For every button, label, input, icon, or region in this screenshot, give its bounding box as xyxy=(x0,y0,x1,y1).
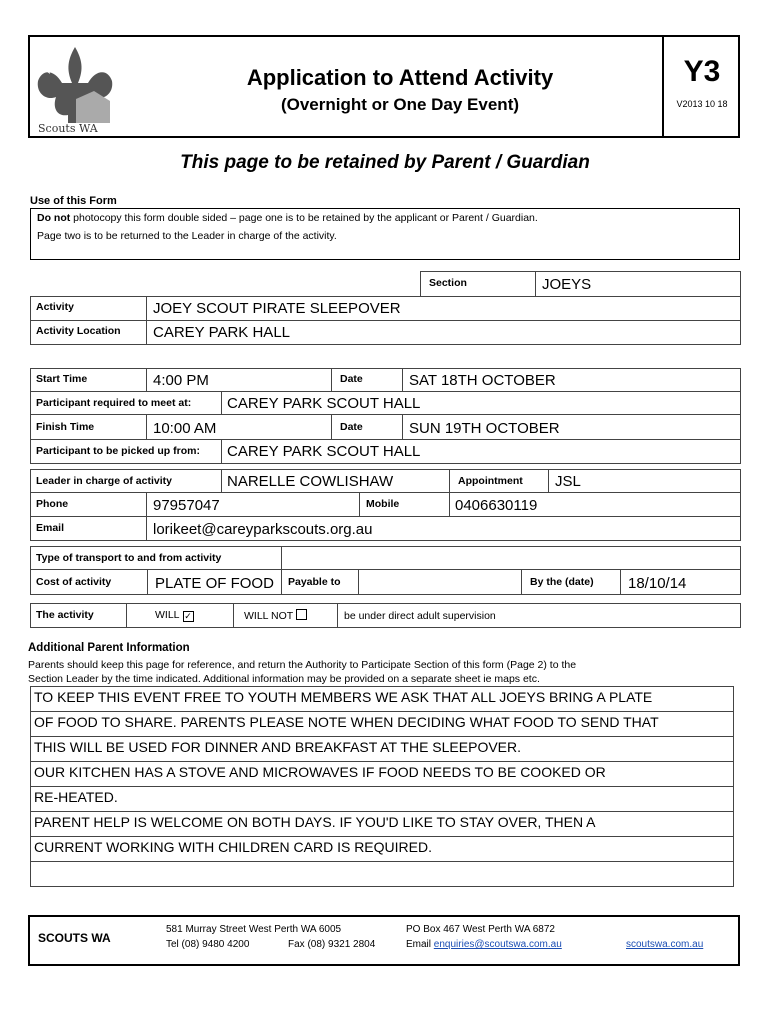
supervision-label: The activity xyxy=(36,609,94,621)
cost-label: Cost of activity xyxy=(36,576,112,588)
additional-info-line[interactable]: RE-HEATED. xyxy=(30,787,734,812)
email-value: lorikeet@careyparkscouts.org.au xyxy=(153,521,373,538)
supervision-text-cell xyxy=(337,603,741,628)
section-value: JOEYS xyxy=(542,276,592,293)
start-time-label: Start Time xyxy=(36,373,88,385)
will-option[interactable] xyxy=(126,603,234,628)
footer xyxy=(28,915,740,966)
finish-time-field[interactable] xyxy=(146,414,332,440)
email-label-cell xyxy=(30,516,147,541)
additional-info-line[interactable]: CURRENT WORKING WITH CHILDREN CARD IS REQUIRED. xyxy=(30,837,734,862)
location-field[interactable] xyxy=(146,320,741,345)
use-of-form-box xyxy=(30,208,740,260)
form-code: Y3 xyxy=(683,55,721,88)
footer-address: 581 Murray Street West Perth WA 6005 xyxy=(166,924,342,935)
finish-time-value: 10:00 AM xyxy=(153,420,217,437)
pickup-value: CAREY PARK SCOUT HALL xyxy=(227,443,421,460)
start-date-label: Date xyxy=(340,373,363,385)
will-checkbox[interactable]: ✓ xyxy=(184,611,192,621)
cost-label-cell xyxy=(30,569,148,595)
appointment-label-cell xyxy=(449,469,549,493)
will-label: WILL xyxy=(155,609,180,621)
pickup-field[interactable] xyxy=(221,439,741,464)
phone-field[interactable] xyxy=(146,492,360,517)
will-not-label: WILL NOT xyxy=(244,610,294,622)
mobile-label-cell xyxy=(359,492,450,517)
footer-email-link[interactable]: enquiries@scoutswa.com.au xyxy=(433,939,562,950)
activity-label-cell xyxy=(30,296,147,321)
start-date-value: SAT 18TH OCTOBER xyxy=(409,372,556,389)
use-of-form-line2: Page two is to be returned to the Leader in charge of the activity. xyxy=(37,230,337,242)
form-header xyxy=(28,35,740,138)
meet-field[interactable] xyxy=(221,391,741,415)
pickup-label: Participant to be picked up from: xyxy=(36,445,200,457)
appointment-label: Appointment xyxy=(458,475,523,487)
finish-time-label: Finish Time xyxy=(36,421,95,433)
mobile-field[interactable] xyxy=(449,492,741,517)
meet-label-cell xyxy=(30,391,222,415)
scouts-wa-logo xyxy=(32,39,118,135)
finish-date-label: Date xyxy=(340,421,363,433)
leader-value: NARELLE COWLISHAW xyxy=(227,473,394,490)
additional-info-line[interactable]: OF FOOD TO SHARE. PARENTS PLEASE NOTE WHEN DECIDING WHAT FOOD TO SEND THAT xyxy=(30,712,734,737)
transport-field[interactable] xyxy=(281,546,741,570)
finish-date-value: SUN 19TH OCTOBER xyxy=(409,420,560,437)
footer-po: PO Box 467 West Perth WA 6872 xyxy=(406,924,555,935)
activity-value: JOEY SCOUT PIRATE SLEEPOVER xyxy=(153,300,401,317)
additional-info-line[interactable]: THIS WILL BE USED FOR DINNER AND BREAKFAST AT THE SLEEPOVER. xyxy=(30,737,734,762)
svg-text:Scouts WA: Scouts WA xyxy=(38,122,98,135)
additional-intro-1: Parents should keep this page for reference, and return the Authority to Participate Section of this form (Page 2) to the xyxy=(28,659,577,671)
cost-field[interactable] xyxy=(147,569,282,595)
payable-label: Payable to xyxy=(288,576,341,588)
by-date-field[interactable] xyxy=(620,569,741,595)
cost-value: PLATE OF FOOD xyxy=(155,575,274,592)
phone-label-cell xyxy=(30,492,147,517)
activity-label: Activity xyxy=(36,301,74,313)
form-subtitle: (Overnight or One Day Event) xyxy=(280,95,520,114)
start-date-label-cell xyxy=(331,368,403,392)
additional-info-line[interactable]: PARENT HELP IS WELCOME ON BOTH DAYS. IF YOU'D LIKE TO STAY OVER, THEN A xyxy=(30,812,734,837)
start-time-value: 4:00 PM xyxy=(153,372,209,389)
additional-info-line[interactable] xyxy=(30,862,734,887)
form-version: V2013 10 18 xyxy=(676,99,728,109)
will-option-content xyxy=(155,609,194,622)
appointment-field[interactable] xyxy=(548,469,741,493)
leader-label-cell xyxy=(30,469,222,493)
phone-value: 97957047 xyxy=(153,497,220,514)
transport-label: Type of transport to and from activity xyxy=(36,552,222,564)
leader-label: Leader in charge of activity xyxy=(36,475,172,487)
section-label-cell xyxy=(420,271,536,297)
by-date-label-cell xyxy=(521,569,621,595)
footer-email-prefix: Email xyxy=(406,939,434,950)
additional-heading: Additional Parent Information xyxy=(28,642,190,654)
footer-org: SCOUTS WA xyxy=(38,931,111,945)
finish-date-field[interactable] xyxy=(402,414,741,440)
start-time-field[interactable] xyxy=(146,368,332,392)
leader-field[interactable] xyxy=(221,469,450,493)
section-label: Section xyxy=(429,277,467,289)
start-date-field[interactable] xyxy=(402,368,741,392)
activity-field[interactable] xyxy=(146,296,741,321)
footer-email-line xyxy=(406,939,562,950)
supervision-text: be under direct adult supervision xyxy=(344,610,496,622)
start-time-label-cell xyxy=(30,368,147,392)
mobile-label: Mobile xyxy=(366,498,400,510)
appointment-value: JSL xyxy=(555,473,581,490)
by-date-label: By the (date) xyxy=(530,576,594,588)
supervision-label-cell xyxy=(30,603,127,628)
phone-label: Phone xyxy=(36,498,69,510)
email-label: Email xyxy=(36,522,65,534)
form-title: Application to Attend Activity xyxy=(246,65,554,90)
footer-fax: Fax (08) 9321 2804 xyxy=(288,939,376,950)
retain-notice: This page to be retained by Parent / Guardian xyxy=(180,152,590,173)
meet-label: Participant required to meet at: xyxy=(36,397,192,409)
mobile-value: 0406630119 xyxy=(455,497,538,514)
additional-info-line[interactable]: OUR KITCHEN HAS A STOVE AND MICROWAVES IF FOOD NEEDS TO BE COOKED OR xyxy=(30,762,734,787)
location-label-cell xyxy=(30,320,147,345)
payable-label-cell xyxy=(281,569,359,595)
footer-website-link[interactable]: scoutswa.com.au xyxy=(626,939,704,950)
location-value: CAREY PARK HALL xyxy=(153,324,290,341)
location-label: Activity Location xyxy=(36,325,121,337)
use-of-form-line1: Do not photocopy this form double sided – page one is to be retained by the applicant or Parent / Guardian. xyxy=(37,212,538,224)
will-not-option-content xyxy=(244,609,307,622)
email-field[interactable] xyxy=(146,516,741,541)
payable-field[interactable] xyxy=(358,569,522,595)
transport-label-cell xyxy=(30,546,282,570)
section-field[interactable] xyxy=(535,271,741,297)
footer-tel: Tel (08) 9480 4200 xyxy=(166,939,250,950)
pickup-label-cell xyxy=(30,439,222,464)
additional-info-line[interactable]: TO KEEP THIS EVENT FREE TO YOUTH MEMBERS WE ASK THAT ALL JOEYS BRING A PLATE xyxy=(30,687,734,712)
use-of-form-heading: Use of this Form xyxy=(30,195,117,207)
finish-date-label-cell xyxy=(331,414,403,440)
meet-value: CAREY PARK SCOUT HALL xyxy=(227,395,421,412)
will-not-option[interactable] xyxy=(233,603,338,628)
by-date-value: 18/10/14 xyxy=(628,575,687,592)
finish-time-label-cell xyxy=(30,414,147,440)
additional-intro-2: Section Leader by the time indicated. Additional information may be provided on a separate sheet ie maps etc. xyxy=(28,673,540,685)
will-not-checkbox[interactable] xyxy=(296,609,307,620)
